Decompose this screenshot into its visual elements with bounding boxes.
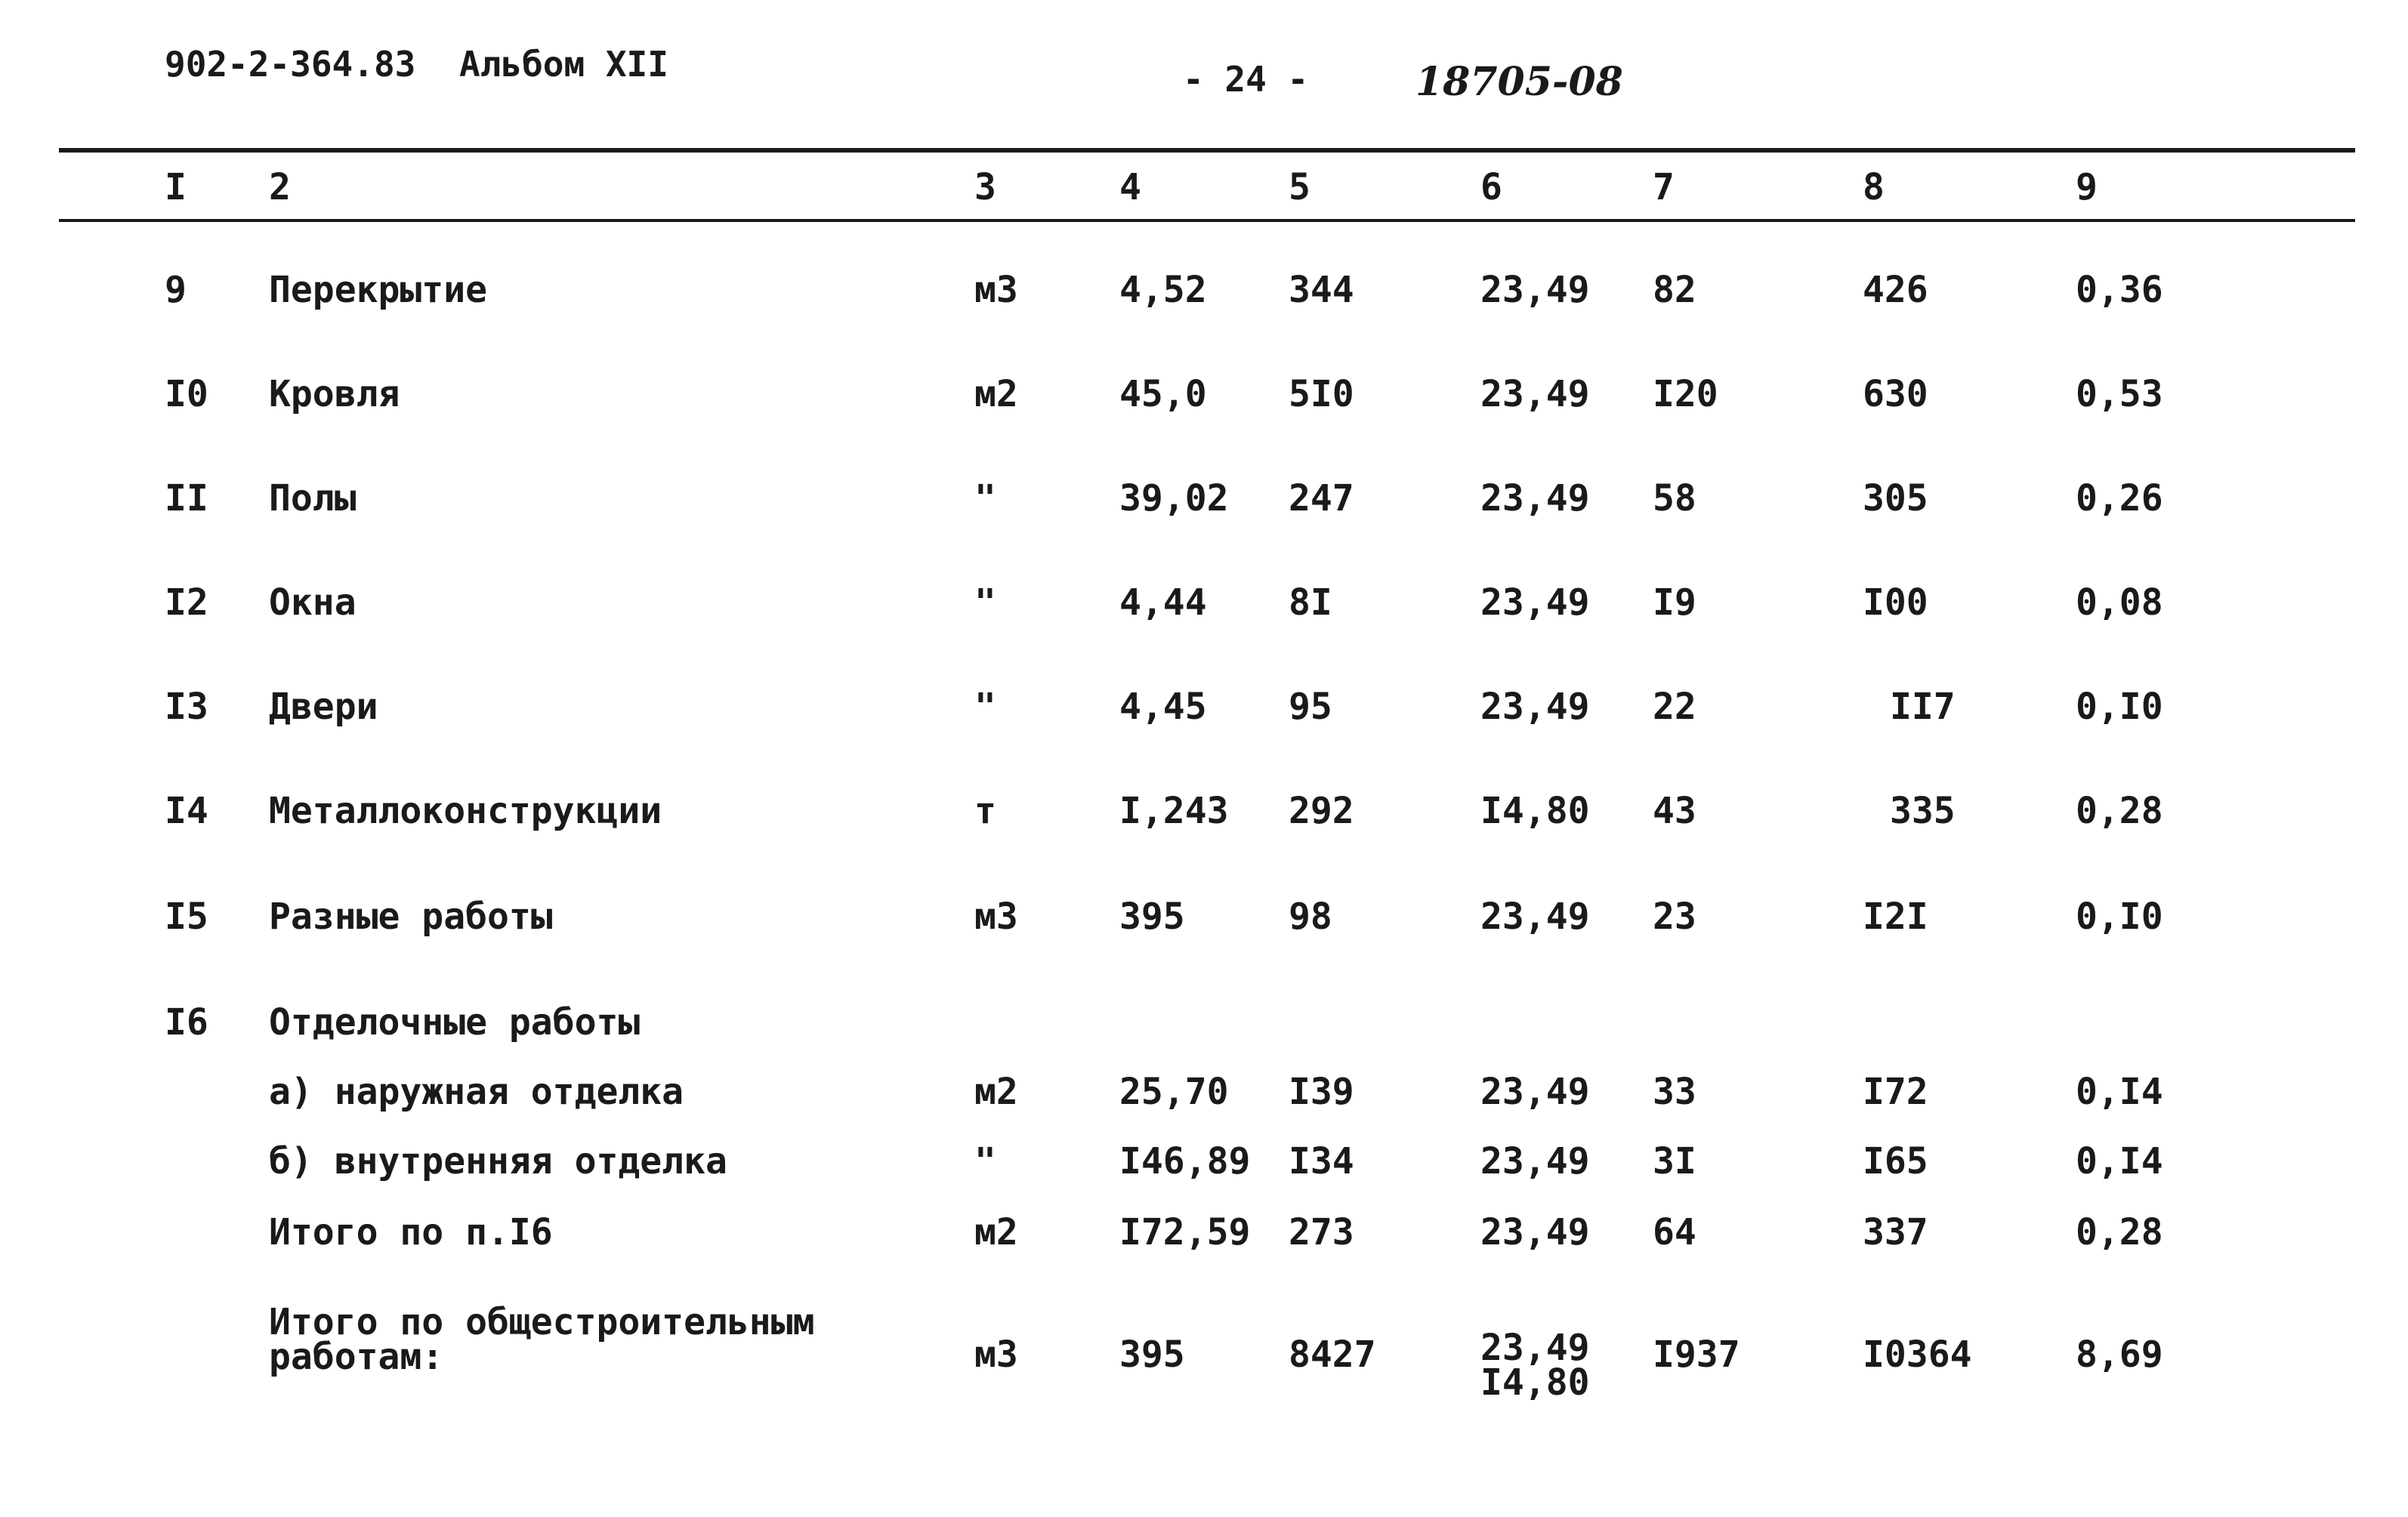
- header-col-7: 7: [1653, 166, 1675, 208]
- row-unit: м2: [974, 1211, 1018, 1253]
- row-col-6: 23,49: [1480, 581, 1590, 624]
- row-col-5: 247: [1289, 477, 1354, 520]
- row-unit: ": [974, 1140, 996, 1182]
- row-col-4: 45,0: [1119, 373, 1207, 415]
- row-name: Разные работы: [269, 896, 553, 938]
- row-name: Окна: [269, 581, 357, 624]
- row-col-8: I2I: [1863, 896, 1928, 938]
- row-col-8: I00: [1863, 581, 1928, 624]
- row-col-5: 98: [1289, 896, 1332, 938]
- row-col-6: 23,49: [1480, 1140, 1590, 1182]
- row-name: Полы: [269, 477, 357, 520]
- total-name-line1: Итого по общестроительным: [269, 1301, 815, 1343]
- row-col-5: 5I0: [1289, 373, 1354, 415]
- row-col-6: 23,49: [1480, 896, 1590, 938]
- total-col-6-line2: I4,80: [1480, 1361, 1590, 1404]
- row-col-8: I65: [1863, 1140, 1928, 1182]
- row-number: I0: [165, 373, 208, 415]
- row-number: II: [165, 477, 208, 520]
- row-col-7: 23: [1653, 896, 1696, 938]
- total-col-6-line1: 23,49: [1480, 1327, 1590, 1369]
- row-name: а) наружная отделка: [269, 1071, 684, 1113]
- row-name: Итого по п.I6: [269, 1211, 553, 1253]
- table-top-rule: [59, 148, 2355, 153]
- row-col-9: 0,28: [2076, 790, 2163, 832]
- row-col-4: 395: [1119, 896, 1185, 938]
- row-unit: м2: [974, 373, 1018, 415]
- row-col-9: 0,36: [2076, 269, 2163, 311]
- header-col-8: 8: [1863, 166, 1885, 208]
- row-name: Металлоконструкции: [269, 790, 662, 832]
- row-col-6: 23,49: [1480, 373, 1590, 415]
- album-label: Альбом XII: [459, 44, 668, 85]
- total-col-7: I937: [1653, 1334, 1740, 1376]
- page-number: - 24 -: [1183, 59, 1309, 100]
- total-unit: м3: [974, 1334, 1018, 1376]
- row-col-7: 43: [1653, 790, 1696, 832]
- row-col-7: 82: [1653, 269, 1696, 311]
- row-col-5: 344: [1289, 269, 1354, 311]
- row-col-7: 3I: [1653, 1140, 1696, 1182]
- row-col-6: 23,49: [1480, 1071, 1590, 1113]
- row-col-9: 0,26: [2076, 477, 2163, 520]
- row-col-9: 0,I4: [2076, 1071, 2163, 1113]
- header-col-5: 5: [1289, 166, 1311, 208]
- row-unit: ": [974, 477, 996, 520]
- row-name: Отделочные работы: [269, 1001, 641, 1044]
- row-col-9: 0,I4: [2076, 1140, 2163, 1182]
- row-name: Перекрытие: [269, 269, 487, 311]
- row-col-4: 4,52: [1119, 269, 1207, 311]
- row-number: I2: [165, 581, 208, 624]
- row-unit: ": [974, 581, 996, 624]
- row-number: 9: [165, 269, 187, 311]
- row-col-7: 33: [1653, 1071, 1696, 1113]
- row-col-5: I34: [1289, 1140, 1354, 1182]
- row-col-4: 4,44: [1119, 581, 1207, 624]
- total-col-6: [1480, 1327, 1590, 1404]
- document-code: 902-2-364.83: [165, 44, 416, 85]
- row-unit: м3: [974, 896, 1018, 938]
- row-col-9: 0,28: [2076, 1211, 2163, 1253]
- header-col-6: 6: [1480, 166, 1502, 208]
- row-unit: т: [974, 790, 996, 832]
- row-col-6: 23,49: [1480, 477, 1590, 520]
- row-unit: м3: [974, 269, 1018, 311]
- row-col-4: I46,89: [1119, 1140, 1251, 1182]
- row-col-4: 39,02: [1119, 477, 1229, 520]
- row-col-4: I,243: [1119, 790, 1229, 832]
- header-col-4: 4: [1119, 166, 1141, 208]
- row-number: I6: [165, 1001, 208, 1044]
- row-col-5: 273: [1289, 1211, 1354, 1253]
- row-col-7: 58: [1653, 477, 1696, 520]
- row-col-4: 4,45: [1119, 686, 1207, 728]
- row-col-5: I39: [1289, 1071, 1354, 1113]
- row-name: Кровля: [269, 373, 400, 415]
- total-col-5: 8427: [1289, 1334, 1376, 1376]
- row-col-8: I72: [1863, 1071, 1928, 1113]
- row-col-7: 64: [1653, 1211, 1696, 1253]
- row-col-8: 337: [1863, 1211, 1928, 1253]
- header-col-2: 2: [269, 166, 291, 208]
- header-col-1: I: [165, 166, 187, 208]
- row-col-9: 0,I0: [2076, 686, 2163, 728]
- row-col-8: II7: [1890, 686, 1956, 728]
- row-col-6: I4,80: [1480, 790, 1590, 832]
- row-number: I4: [165, 790, 208, 832]
- row-col-8: 426: [1863, 269, 1928, 311]
- total-col-9: 8,69: [2076, 1334, 2163, 1376]
- row-col-8: 630: [1863, 373, 1928, 415]
- row-col-7: I20: [1653, 373, 1718, 415]
- row-col-4: 25,70: [1119, 1071, 1229, 1113]
- row-col-9: 0,53: [2076, 373, 2163, 415]
- row-col-7: 22: [1653, 686, 1696, 728]
- row-number: I5: [165, 896, 208, 938]
- row-col-4: I72,59: [1119, 1211, 1251, 1253]
- row-col-9: 0,I0: [2076, 896, 2163, 938]
- row-col-6: 23,49: [1480, 1211, 1590, 1253]
- row-number: I3: [165, 686, 208, 728]
- total-col-4: 395: [1119, 1334, 1185, 1376]
- row-name: б) внутренняя отделка: [269, 1140, 727, 1182]
- row-col-5: 8I: [1289, 581, 1332, 624]
- row-col-6: 23,49: [1480, 269, 1590, 311]
- header-col-3: 3: [974, 166, 996, 208]
- row-col-7: I9: [1653, 581, 1696, 624]
- row-col-6: 23,49: [1480, 686, 1590, 728]
- total-name: [269, 1301, 815, 1378]
- row-col-5: 95: [1289, 686, 1332, 728]
- row-col-9: 0,08: [2076, 581, 2163, 624]
- row-col-5: 292: [1289, 790, 1354, 832]
- row-name: Двери: [269, 686, 378, 728]
- table-header-rule: [59, 219, 2355, 222]
- row-col-8: 335: [1890, 790, 1956, 832]
- row-unit: м2: [974, 1071, 1018, 1113]
- total-name-line2: работам:: [269, 1336, 444, 1378]
- row-unit: ": [974, 686, 996, 728]
- inventory-number: 18705-08: [1415, 59, 1623, 105]
- row-col-8: 305: [1863, 477, 1928, 520]
- total-col-8: I0364: [1863, 1334, 1972, 1376]
- header-col-9: 9: [2076, 166, 2098, 208]
